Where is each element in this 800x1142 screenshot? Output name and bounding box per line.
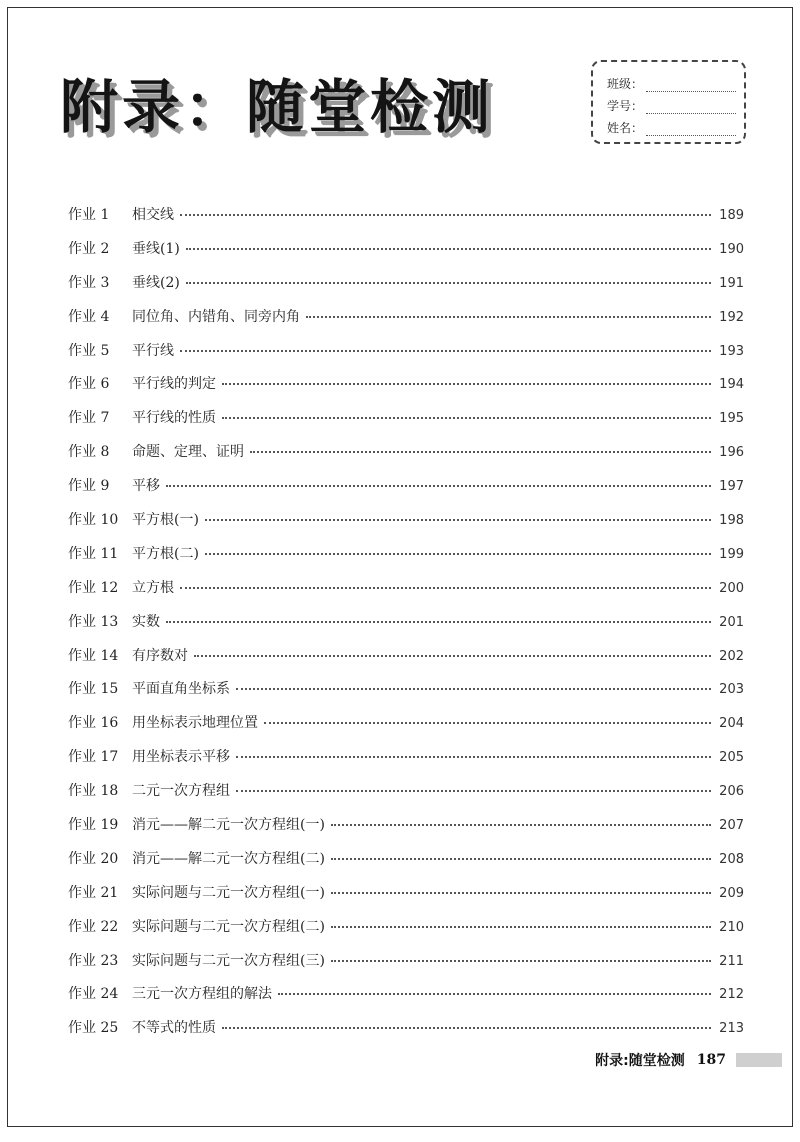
toc-leader-dots — [186, 248, 711, 250]
footer-section-title: 附录:随堂检测 — [595, 1053, 685, 1069]
toc-entry[interactable] — [68, 577, 744, 611]
toc-entry-page: 196 — [719, 445, 744, 461]
toc-entry-number: 作业 20 — [68, 850, 119, 867]
toc-entry-page: 199 — [719, 546, 744, 562]
toc-leader-dots — [236, 688, 711, 690]
toc-entry-title: 平面直角坐标系 — [132, 681, 230, 698]
toc-entry-title: 实际问题与二元一次方程组(三) — [132, 952, 325, 969]
toc-entry-title: 平行线的性质 — [132, 410, 216, 427]
number-field[interactable] — [646, 101, 736, 114]
toc-entry-number: 作业 25 — [68, 1020, 119, 1037]
toc-entry-page: 202 — [719, 648, 744, 664]
toc-entry-page: 213 — [719, 1021, 744, 1037]
toc-entry-number: 作业 9 — [68, 478, 110, 495]
toc-entry-number: 作业 3 — [68, 274, 110, 291]
toc-entry[interactable] — [68, 712, 744, 746]
page — [7, 7, 793, 1127]
toc-entry-page: 190 — [719, 241, 744, 257]
page-title: 附录：随堂检测 — [60, 73, 495, 141]
toc-entry-title: 平方根(二) — [132, 545, 199, 562]
toc-entry-page: 207 — [719, 818, 744, 834]
toc-entry-title: 用坐标表示平移 — [132, 749, 230, 766]
toc-entry-title: 命题、定理、证明 — [132, 444, 244, 461]
toc-entry-page: 209 — [719, 885, 744, 901]
toc-entry-title: 立方根 — [132, 579, 174, 596]
toc-entry[interactable] — [68, 238, 744, 272]
toc-entry-page: 204 — [719, 716, 744, 732]
toc-entry-number: 作业 1 — [68, 207, 110, 223]
toc-leader-dots — [180, 214, 711, 216]
toc-entry-number: 作业 22 — [68, 918, 119, 935]
toc-leader-dots — [205, 519, 711, 521]
toc-entry-title: 垂线(2) — [132, 274, 180, 291]
toc-entry-title: 相交线 — [132, 207, 174, 223]
toc-leader-dots — [205, 553, 711, 555]
toc-entry-number: 作业 15 — [68, 681, 119, 698]
toc-entry[interactable] — [68, 916, 744, 950]
toc-entry[interactable] — [68, 611, 744, 645]
toc-leader-dots — [264, 722, 711, 724]
toc-entry-title: 平移 — [132, 478, 160, 495]
toc-entry-page: 212 — [719, 987, 744, 1003]
toc-entry-title: 平行线的判定 — [132, 376, 216, 393]
name-field[interactable] — [646, 123, 736, 136]
toc-entry[interactable] — [68, 950, 744, 984]
toc-entry-title: 平行线 — [132, 342, 174, 359]
toc-entry-title: 二元一次方程组 — [132, 783, 230, 800]
toc-leader-dots — [331, 824, 711, 826]
toc-leader-dots — [236, 756, 711, 758]
toc-leader-dots — [331, 892, 711, 894]
toc-leader-dots — [236, 790, 711, 792]
toc-entry[interactable] — [68, 848, 744, 882]
toc-leader-dots — [331, 960, 711, 962]
toc-leader-dots — [331, 858, 711, 860]
footer-bar — [736, 1053, 782, 1067]
toc-entry-number: 作业 14 — [68, 647, 119, 664]
table-of-contents — [68, 204, 744, 1051]
toc-entry-page: 211 — [719, 953, 744, 969]
toc-entry-title: 三元一次方程组的解法 — [132, 986, 272, 1003]
toc-entry-page: 198 — [719, 513, 744, 529]
toc-entry-title: 不等式的性质 — [132, 1020, 216, 1037]
student-info-box — [591, 60, 746, 144]
toc-entry[interactable] — [68, 543, 744, 577]
toc-entry-number: 作业 13 — [68, 613, 119, 630]
toc-leader-dots — [250, 451, 711, 453]
toc-entry-title: 有序数对 — [132, 647, 188, 664]
toc-entry[interactable] — [68, 373, 744, 407]
page-footer — [595, 1050, 782, 1070]
toc-entry-number: 作业 10 — [68, 512, 119, 529]
toc-entry-page: 205 — [719, 750, 744, 766]
toc-entry-page: 203 — [719, 682, 744, 698]
toc-leader-dots — [306, 316, 711, 318]
number-row — [607, 92, 736, 114]
toc-entry-number: 作业 4 — [68, 308, 110, 325]
toc-entry-number: 作业 8 — [68, 444, 110, 461]
toc-entry-number: 作业 6 — [68, 376, 110, 393]
toc-entry-number: 作业 11 — [68, 545, 119, 562]
class-row — [607, 70, 736, 92]
footer-page-number: 187 — [696, 1052, 726, 1068]
class-label: 班级： — [607, 77, 644, 91]
toc-entry-page: 191 — [719, 275, 744, 291]
toc-entry-title: 实际问题与二元一次方程组(二) — [132, 918, 325, 935]
toc-entry-page: 189 — [719, 208, 744, 223]
toc-leader-dots — [180, 587, 711, 589]
toc-entry-number: 作业 5 — [68, 342, 110, 359]
toc-entry-number: 作业 23 — [68, 952, 119, 969]
toc-leader-dots — [166, 621, 711, 623]
toc-entry[interactable] — [68, 678, 744, 712]
toc-entry[interactable] — [68, 645, 744, 679]
toc-entry[interactable] — [68, 780, 744, 814]
toc-entry-title: 平方根(一) — [132, 512, 199, 529]
toc-entry-page: 193 — [719, 343, 744, 359]
toc-entry-number: 作业 2 — [68, 240, 110, 257]
toc-entry[interactable] — [68, 407, 744, 441]
toc-entry-title: 实际问题与二元一次方程组(一) — [132, 884, 325, 901]
toc-leader-dots — [194, 655, 711, 657]
toc-entry-page: 192 — [719, 309, 744, 325]
toc-entry[interactable] — [68, 1017, 744, 1051]
toc-leader-dots — [278, 993, 711, 995]
toc-entry-page: 210 — [719, 919, 744, 935]
toc-entry-page: 208 — [719, 851, 744, 867]
toc-entry[interactable] — [68, 509, 744, 543]
toc-entry-number: 作业 17 — [68, 749, 119, 766]
toc-entry[interactable] — [68, 272, 744, 306]
toc-entry-page: 200 — [719, 580, 744, 596]
toc-entry[interactable] — [68, 814, 744, 848]
toc-entry[interactable] — [68, 983, 744, 1017]
toc-entry-number: 作业 7 — [68, 410, 110, 427]
toc-entry-number: 作业 18 — [68, 783, 119, 800]
toc-entry[interactable] — [68, 204, 744, 238]
toc-entry-title: 同位角、内错角、同旁内角 — [132, 308, 300, 325]
toc-entry-title: 消元——解二元一次方程组(二) — [132, 850, 325, 867]
name-row — [607, 114, 736, 136]
toc-entry[interactable] — [68, 746, 744, 780]
toc-leader-dots — [331, 926, 711, 928]
toc-entry[interactable] — [68, 306, 744, 340]
toc-entry-page: 206 — [719, 784, 744, 800]
toc-leader-dots — [222, 417, 711, 419]
toc-leader-dots — [222, 383, 711, 385]
toc-entry-title: 消元——解二元一次方程组(一) — [132, 817, 325, 834]
toc-entry-title: 用坐标表示地理位置 — [132, 715, 258, 732]
toc-entry-number: 作业 16 — [68, 715, 119, 732]
toc-entry-number: 作业 21 — [68, 884, 119, 901]
name-label: 姓名： — [607, 121, 644, 135]
toc-entry-number: 作业 19 — [68, 817, 119, 834]
toc-entry-title: 垂线(1) — [132, 240, 180, 257]
toc-entry-title: 实数 — [132, 613, 160, 630]
class-field[interactable] — [646, 79, 736, 92]
toc-entry-page: 197 — [719, 479, 744, 495]
toc-entry-number: 作业 24 — [68, 986, 119, 1003]
toc-leader-dots — [180, 350, 711, 352]
toc-entry[interactable] — [68, 340, 744, 374]
toc-entry-page: 194 — [719, 377, 744, 393]
toc-entry[interactable] — [68, 882, 744, 916]
toc-entry-number: 作业 12 — [68, 579, 119, 596]
toc-entry-page: 195 — [719, 411, 744, 427]
toc-leader-dots — [222, 1027, 711, 1029]
toc-entry-page: 201 — [719, 614, 744, 630]
number-label: 学号： — [607, 99, 644, 113]
toc-leader-dots — [166, 485, 711, 487]
toc-leader-dots — [186, 282, 711, 284]
toc-entry[interactable] — [68, 475, 744, 509]
toc-entry[interactable] — [68, 441, 744, 475]
